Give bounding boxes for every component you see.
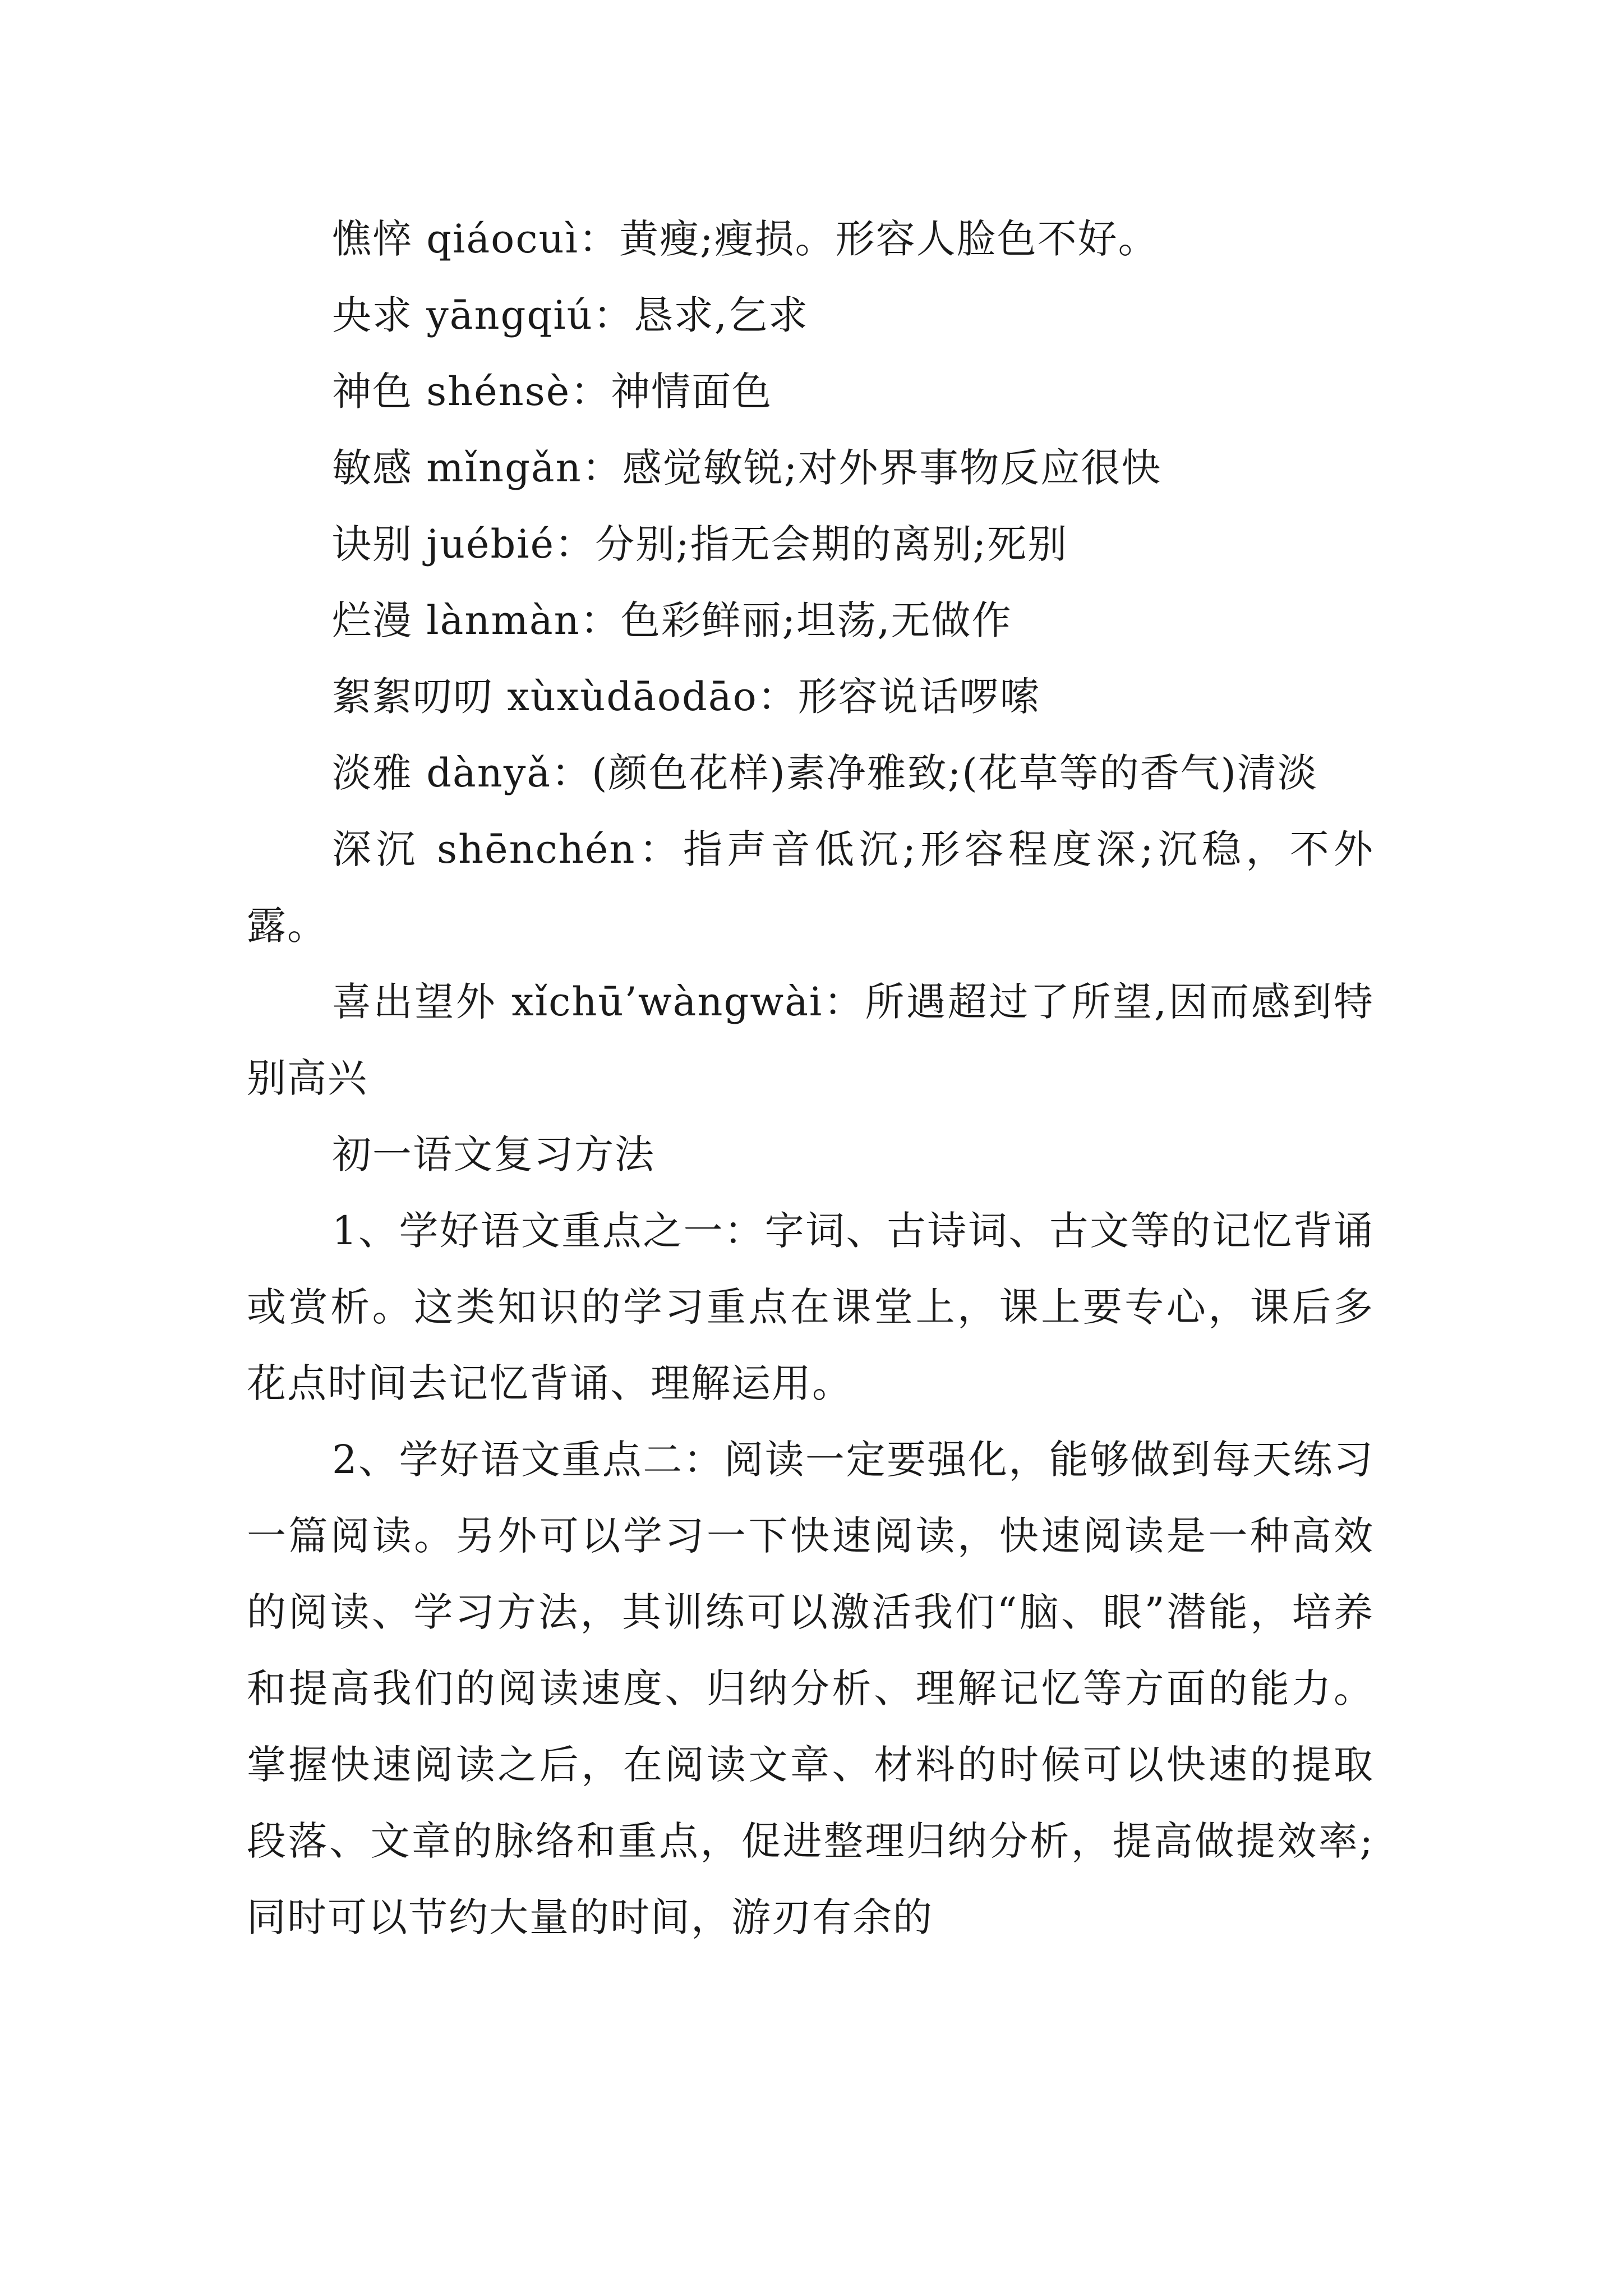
vocab-entry-shense: 神色 shénsè：神情面色: [332, 369, 773, 415]
vocab-entry-qiaocui: 憔悴 qiáocuì：黄瘦;瘦损。形容人脸色不好。: [332, 216, 1159, 262]
vocab-entry-lanman: 烂漫 lànmàn：色彩鲜丽;坦荡,无做作: [332, 597, 1012, 643]
vocab-entry-juebie: 诀别 juébié：分别;指无会期的离别;死别: [332, 521, 1068, 567]
vocab-entry-yangqiu: 央求 yāngqiú：恳求,乞求: [332, 292, 809, 338]
vocab-entry-danya: 淡雅 dànyǎ：(颜色花样)素净雅致;(花草等的香气)清淡: [332, 750, 1318, 796]
vocab-entry-mingan: 敏感 mǐngǎn：感觉敏锐;对外界事物反应很快: [332, 445, 1162, 491]
method-paragraph-1: 1、学好语文重点之一：字词、古诗词、古文等的记忆背诵或赏析。这类知识的学习重点在课堂上，课上要专心，课后多花点时间去记忆背诵、理解运用。: [247, 1208, 1374, 1406]
vocab-entry-shenchen: 深沉 shēnchén：指声音低沉;形容程度深;沉稳，不外露。: [247, 826, 1374, 949]
method-paragraph-2: 2、学好语文重点二：阅读一定要强化，能够做到每天练习一篇阅读。另外可以学习一下快速阅读，快速阅读是一种高效的阅读、学习方法，其训练可以激活我们“脑、眼”潜能，培养和提高我们的阅读速度、归纳分析、理解记忆等方面的能力。掌握快速阅读之后，在阅读文章、材料的时候可以快速的提取段落、文章的脉络和重点，促进整理归纳分析，提高做提效率;同时可以节约大量的时间，游刃有余的: [247, 1437, 1374, 1940]
vocab-entry-xuxudaodao: 絮絮叨叨 xùxùdāodāo：形容说话啰嗦: [332, 674, 1040, 720]
document-body: [247, 201, 1374, 1955]
section-heading: 初一语文复习方法: [332, 1131, 655, 1177]
vocab-entry-xichuwangwai: 喜出望外 xǐchū’wàngwài：所遇超过了所望,因而感到特别高兴: [247, 979, 1374, 1101]
